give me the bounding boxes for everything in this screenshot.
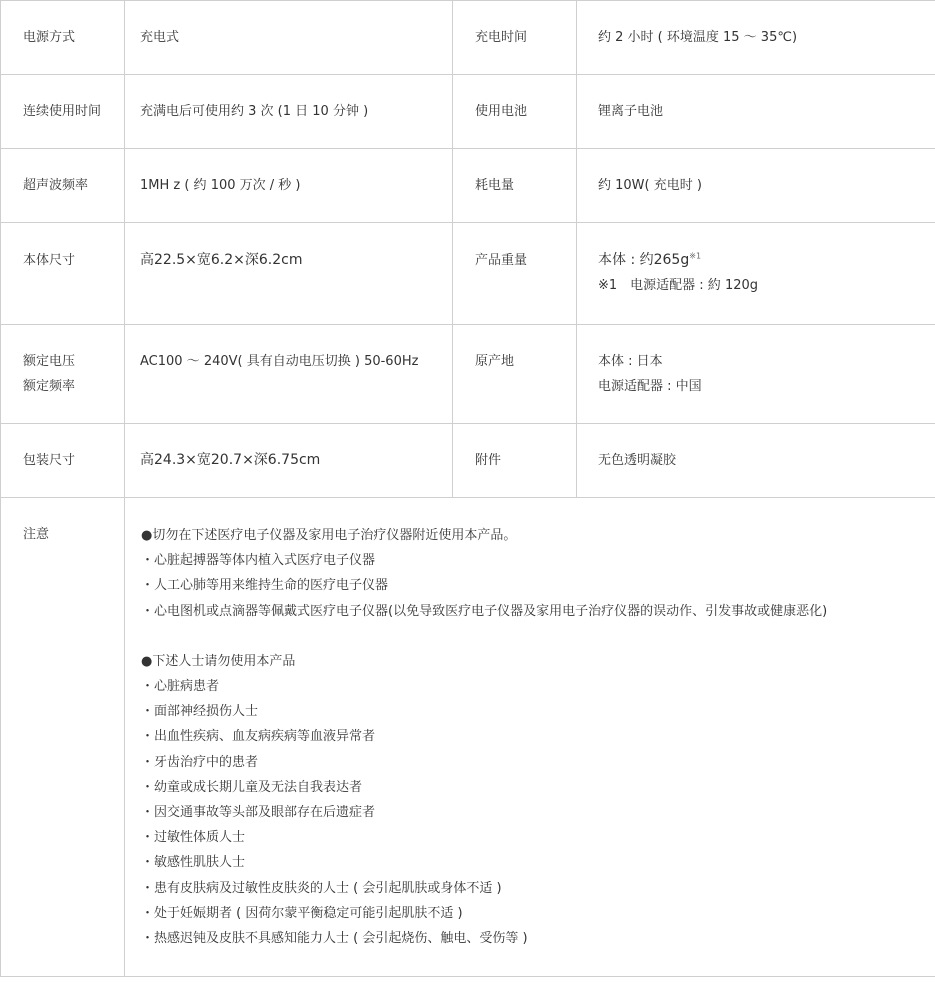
spec-value-package: 高24.3×宽20.7×深6.75cm [125, 424, 453, 498]
spec-row-frequency [1, 149, 935, 223]
notes-content [125, 498, 935, 977]
spec-value-battery: 锂离子电池 [577, 75, 935, 149]
spec-label-voltage [1, 325, 125, 424]
spec-row-power [1, 1, 935, 75]
weight-footnote-mark: ※1 [689, 251, 702, 261]
spec-row-package [1, 424, 935, 498]
spec-label-battery: 使用电池 [453, 75, 577, 149]
warning1-item: ・ 人工心肺等用来维持生命的医疗电子仪器 [141, 573, 935, 598]
spec-label-frequency: 超声波频率 [1, 149, 125, 223]
warning2-item: ・ 幼童或成长期儿童及无法自我表达者 [141, 775, 935, 800]
spec-value-accessory: 无色透明凝胶 [577, 424, 935, 498]
spec-label-accessory: 附件 [453, 424, 577, 498]
spec-value-weight [577, 223, 935, 325]
weight-adapter-line: ※1 电源适配器 : 約 120g [598, 278, 759, 293]
warning2-item: ・ 面部神经损伤人士 [141, 699, 935, 724]
warning2-item: ・ 牙齿治疗中的患者 [141, 750, 935, 775]
spec-row-notes [1, 498, 935, 977]
spec-row-continuous [1, 75, 935, 149]
warning2-item: ・ 患有皮肤病及过敏性皮肤炎的人士 ( 会引起肌肤或身体不适 ) [141, 876, 935, 901]
voltage-label-line: 额定电压 [23, 354, 76, 369]
origin-body-line: 本体 : 日本 [598, 354, 663, 369]
warning2-item: ・ 热感迟钝及皮肤不具感知能力人士 ( 会引起烧伤、触电、受伤等 ) [141, 926, 935, 951]
warning2-item: ・ 过敏性体质人士 [141, 825, 935, 850]
warning1-item: ・ 心电图机或点滴器等佩戴式医疗电子仪器(以免导致医疗电子仪器及家用电子治疗仪器的误动作、引发事故或健康恶化) [141, 599, 935, 624]
spec-label-origin: 原产地 [453, 325, 577, 424]
spec-value-body-size: 高22.5×宽6.2×深6.2cm [125, 223, 453, 325]
spec-value-origin [577, 325, 935, 424]
warning1-title: ●切勿在下述医疗电子仪器及家用电子治疗仪器附近使用本产品。 [141, 528, 517, 543]
frequency-label-line: 额定频率 [23, 379, 76, 394]
spec-label-body-size: 本体尺寸 [1, 223, 125, 325]
warning2-item: ・ 敏感性肌肤人士 [141, 850, 935, 875]
spec-value-consumption: 约 10W( 充电时 ) [577, 149, 935, 223]
spec-label-charge-time: 充电时间 [453, 1, 577, 75]
warning2-item: ・ 处于妊娠期者 ( 因荷尔蒙平衡稳定可能引起肌肤不适 ) [141, 901, 935, 926]
notes-label: 注意 [1, 498, 125, 977]
spec-label-package: 包装尺寸 [1, 424, 125, 498]
spec-value-power: 充电式 [125, 1, 453, 75]
spec-value-voltage: AC100 ～ 240V( 具有自动电压切换 ) 50-60Hz [125, 325, 453, 424]
spec-label-consumption: 耗电量 [453, 149, 577, 223]
spec-row-size [1, 223, 935, 325]
warning2-item: ・ 出血性疾病、血友病疾病等血液异常者 [141, 724, 935, 749]
warning2-item: ・ 因交通事故等头部及眼部存在后遗症者 [141, 800, 935, 825]
spec-label-continuous: 连续使用时间 [1, 75, 125, 149]
warning2-title: ●下述人士请勿使用本产品 [141, 653, 296, 669]
spec-label-weight: 产品重量 [453, 223, 577, 325]
warning2-item: ・ 心脏病患者 [141, 674, 935, 699]
spec-value-frequency: 1MH z ( 约 100 万次 / 秒 ) [125, 149, 453, 223]
weight-body-line: 本体 : 约$265g^{※1}$ [598, 251, 702, 268]
spec-row-voltage [1, 325, 935, 424]
origin-adapter-line: 电源适配器 : 中国 [598, 379, 702, 394]
warning1-item: ・ 心脏起搏器等体内植入式医疗电子仪器 [141, 548, 935, 573]
spec-label-power: 电源方式 [1, 1, 125, 75]
spec-value-continuous: 充满电后可使用约 3 次 (1 日 10 分钟 ) [125, 75, 453, 149]
spec-value-charge-time: 约 2 小时 ( 环境温度 15 ～ 35℃) [577, 1, 935, 75]
